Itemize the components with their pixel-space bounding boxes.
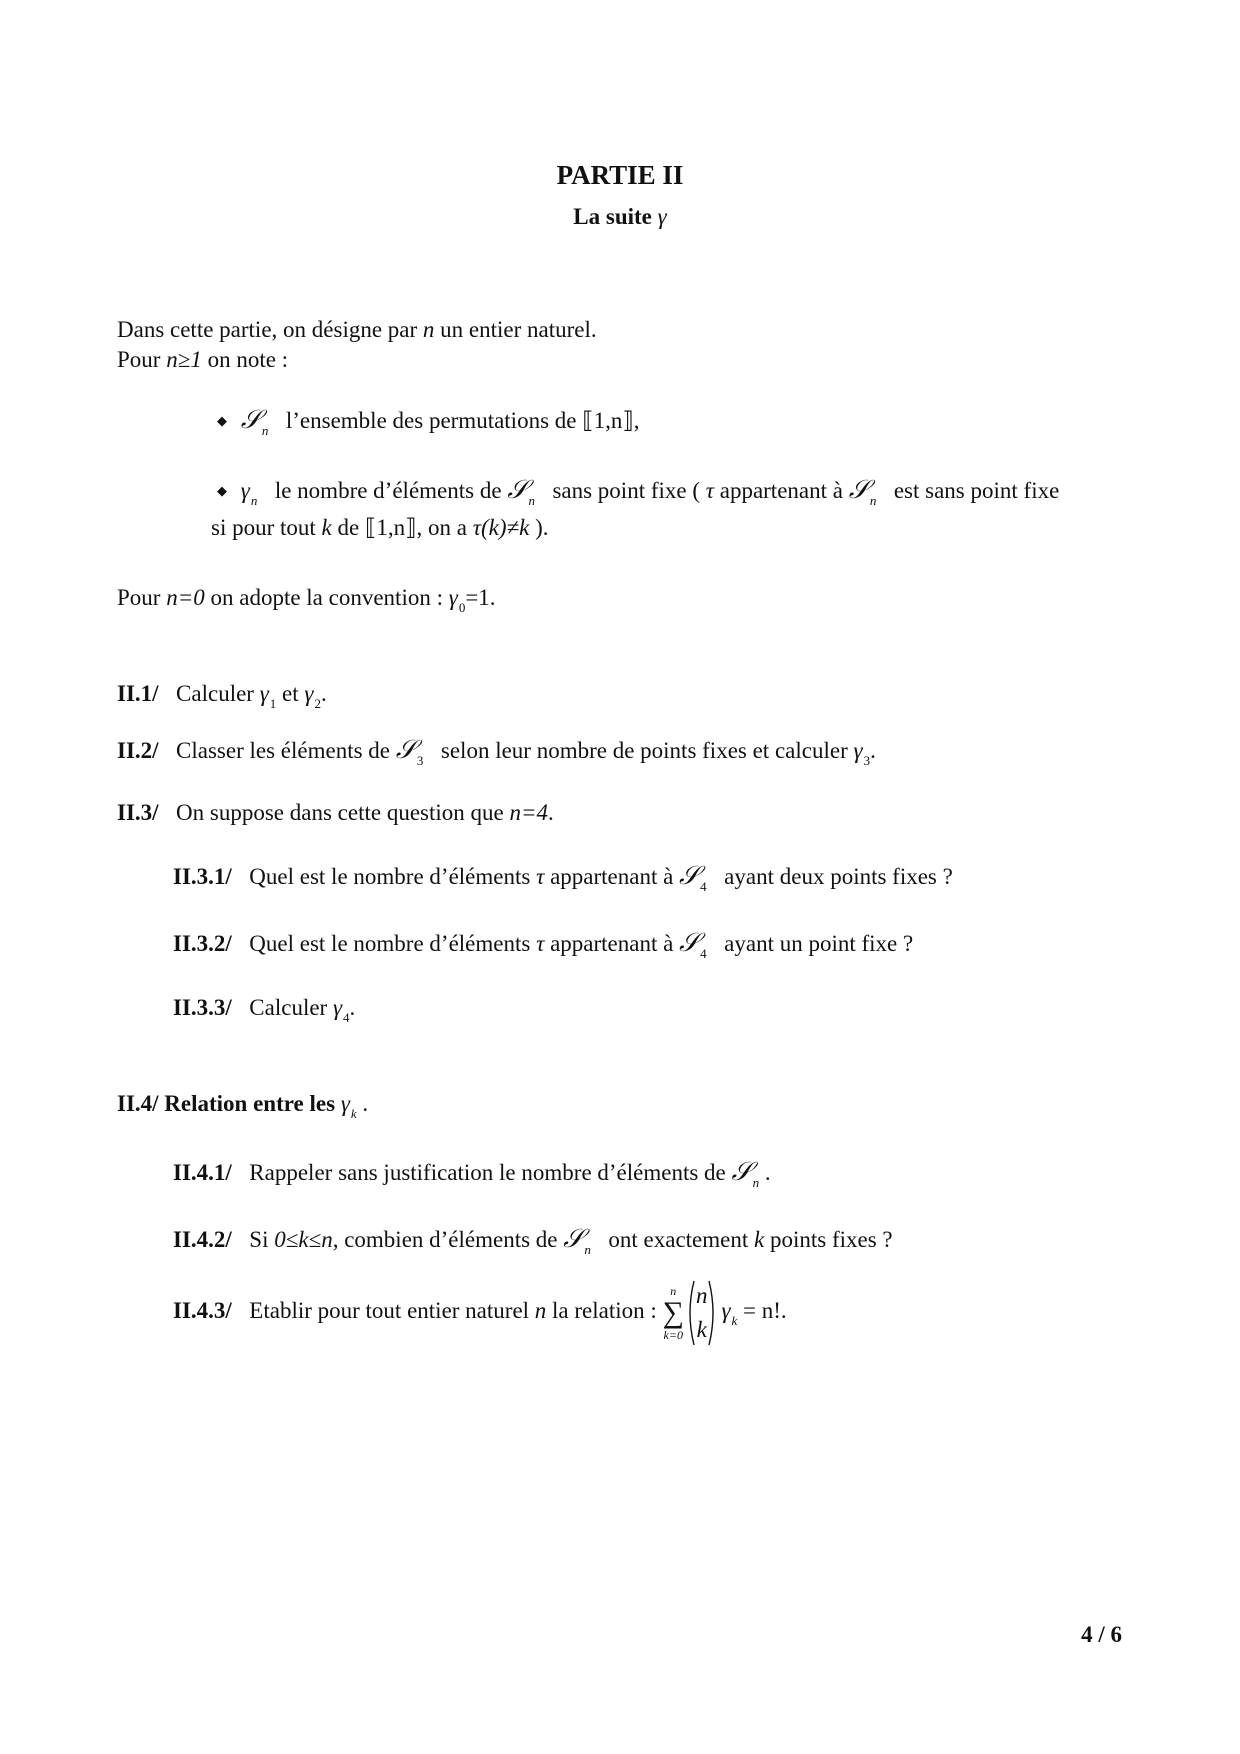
- intro-line-1: [117, 316, 597, 344]
- intro-text: on note :: [207, 347, 289, 372]
- set-S-symbol: 𝒮: [679, 928, 700, 958]
- subscript-n: n: [261, 423, 269, 438]
- subtitle-text: La suite: [573, 204, 652, 229]
- question-II-4-1: [173, 1157, 771, 1188]
- question-text: ayant un point fixe ?: [724, 931, 914, 956]
- var-n: n: [422, 317, 435, 342]
- page-number: 4 / 6: [1081, 1622, 1122, 1647]
- gamma-symbol: γ: [259, 681, 269, 706]
- question-label: II.3.1/: [173, 864, 232, 889]
- math-n-ge-1: n≥1: [166, 347, 202, 372]
- var-k: k: [754, 1227, 765, 1252]
- question-II-2: [117, 735, 876, 766]
- subscript-4: 4: [700, 946, 707, 961]
- subscript-3: 3: [416, 753, 424, 768]
- question-label: II.3.2/: [173, 931, 232, 956]
- gamma-symbol: γ: [448, 585, 458, 610]
- intro-text: Pour: [117, 347, 161, 372]
- set-S-symbol: 𝒮: [395, 735, 416, 765]
- gamma-symbol: γ: [332, 995, 343, 1020]
- math-0-le-k-le-n: 0≤k≤n: [274, 1227, 333, 1252]
- set-S-symbol: 𝒮: [240, 405, 261, 435]
- subscript-3: 3: [863, 753, 871, 768]
- math-eq-n-factorial: = n!.: [743, 1298, 787, 1323]
- question-II-4-2: [173, 1224, 893, 1255]
- question-II-4: [117, 1090, 369, 1121]
- question-text: Quel est le nombre d’éléments: [249, 864, 531, 889]
- question-text: selon leur nombre de points fixes et calculer: [440, 738, 848, 763]
- left-paren-icon: [686, 1279, 696, 1347]
- definition-text: le nombre d’éléments de: [274, 478, 502, 503]
- math-tau-k-neq-k: τ(k)≠k: [472, 515, 530, 540]
- intro-line-2: [117, 346, 288, 374]
- part-title: PARTIE II: [556, 160, 684, 190]
- subscript-n: n: [869, 493, 877, 508]
- interval-1-n: ⟦1,n⟧: [364, 515, 417, 540]
- gamma-symbol: γ: [853, 738, 863, 763]
- gamma-symbol: γ: [240, 478, 250, 503]
- bullet-icon: ◆: [217, 483, 227, 498]
- bullet-icon: ◆: [217, 413, 227, 428]
- period: .: [349, 995, 356, 1020]
- subscript-2: 2: [314, 696, 321, 711]
- question-label: II.3.3/: [173, 995, 232, 1020]
- tau-symbol: τ: [536, 931, 545, 956]
- subscript-n: n: [528, 493, 535, 508]
- sum-upper-limit: n: [670, 1283, 677, 1298]
- question-label: II.2/: [117, 738, 159, 763]
- question-II-3-1: [173, 861, 953, 892]
- subscript-n: n: [584, 1242, 591, 1257]
- subscript-0: 0: [458, 600, 466, 615]
- var-k: k: [321, 515, 332, 540]
- definition-text: ).: [535, 515, 549, 540]
- period: .: [320, 681, 327, 706]
- convention-line: [117, 584, 496, 615]
- subscript-n: n: [250, 493, 258, 508]
- question-text: Quel est le nombre d’éléments: [249, 931, 531, 956]
- question-label: II.3/: [117, 800, 159, 825]
- subscript-4: 4: [700, 879, 707, 894]
- question-text: , combien d’éléments de: [332, 1227, 558, 1252]
- set-S-symbol: 𝒮: [731, 1157, 752, 1187]
- question-text: Rappeler sans justification le nombre d’éléments de: [249, 1160, 726, 1185]
- question-label: II.4/ Relation entre les: [117, 1091, 336, 1116]
- question-text: ayant deux points fixes ?: [724, 864, 953, 889]
- right-paren-icon: [707, 1279, 717, 1347]
- question-text: ont exactement: [608, 1227, 749, 1252]
- subscript-n: n: [752, 1175, 760, 1190]
- definition-item-2-continued: [211, 514, 548, 542]
- math-n-eq-0: n=0: [166, 585, 205, 610]
- question-text: Calculer: [249, 995, 328, 1020]
- set-S-symbol: 𝒮: [848, 475, 869, 505]
- period: .: [362, 1091, 369, 1116]
- var-n: n: [534, 1298, 547, 1323]
- tau-symbol: τ: [705, 478, 714, 503]
- question-text: appartenant à: [550, 864, 674, 889]
- question-label: II.4.2/: [173, 1227, 232, 1252]
- subscript-k: k: [350, 1106, 357, 1121]
- gamma-symbol: γ: [304, 681, 314, 706]
- subscript-1: 1: [269, 696, 277, 711]
- question-II-4-3: [173, 1277, 787, 1348]
- question-text: On suppose dans cette question que: [176, 800, 504, 825]
- set-S-symbol: 𝒮: [679, 861, 700, 891]
- definition-text: de: [337, 515, 360, 540]
- intro-text: un entier naturel.: [440, 317, 597, 342]
- definition-text: est sans point fixe: [893, 478, 1060, 503]
- question-text: Calculer: [176, 681, 254, 706]
- question-label: II.4.1/: [173, 1160, 232, 1185]
- period: .: [764, 1160, 771, 1185]
- question-text: la relation :: [552, 1298, 657, 1323]
- definition-item-2: [217, 475, 1059, 506]
- definition-text: sans point fixe (: [552, 478, 700, 503]
- definition-text: appartenant à: [719, 478, 843, 503]
- summation: [663, 1284, 684, 1342]
- gamma-symbol: γ: [721, 1298, 731, 1323]
- question-text: Si: [249, 1227, 269, 1252]
- question-II-1: [117, 680, 327, 711]
- definition-text: , on a: [416, 515, 467, 540]
- gamma-symbol: γ: [340, 1091, 350, 1116]
- definition-text: l’ensemble des permutations de: [285, 408, 577, 433]
- period: .: [548, 800, 554, 825]
- section-subtitle: [0, 203, 1240, 231]
- set-S-symbol: 𝒮: [563, 1224, 584, 1254]
- sum-lower-limit: k=0: [663, 1327, 683, 1342]
- period: .: [870, 738, 876, 763]
- subscript-k: k: [731, 1313, 738, 1328]
- subscript-4: 4: [343, 1010, 350, 1025]
- binom-top: n: [695, 1282, 708, 1308]
- question-text: Etablir pour tout entier naturel: [249, 1298, 530, 1323]
- question-II-3-3: [173, 994, 356, 1025]
- question-label: II.4.3/: [173, 1298, 232, 1323]
- question-II-3-2: [173, 928, 913, 959]
- gamma-symbol: γ: [657, 204, 667, 229]
- tau-symbol: τ: [536, 864, 545, 889]
- convention-text: on adopte la convention :: [210, 585, 443, 610]
- question-II-3: [117, 799, 554, 827]
- set-S-symbol: 𝒮: [507, 475, 528, 505]
- question-text: Classer les éléments de: [176, 738, 391, 763]
- binomial-coefficient: [686, 1279, 718, 1347]
- math-n-eq-4: n=4: [509, 800, 549, 825]
- definition-text: si pour tout: [211, 515, 316, 540]
- intro-text: Dans cette partie, on désigne par: [117, 317, 418, 342]
- definition-item-1: [217, 405, 640, 436]
- sigma-symbol: ∑: [662, 1295, 684, 1329]
- question-text: et: [282, 681, 299, 706]
- math-eq-1: =1.: [465, 585, 496, 610]
- binom-bottom: k: [696, 1316, 707, 1342]
- convention-text: Pour: [117, 585, 161, 610]
- question-text: appartenant à: [550, 931, 674, 956]
- question-label: II.1/: [117, 681, 159, 706]
- interval-1-n: ⟦1,n⟧,: [582, 408, 640, 433]
- question-text: points fixes ?: [769, 1227, 893, 1252]
